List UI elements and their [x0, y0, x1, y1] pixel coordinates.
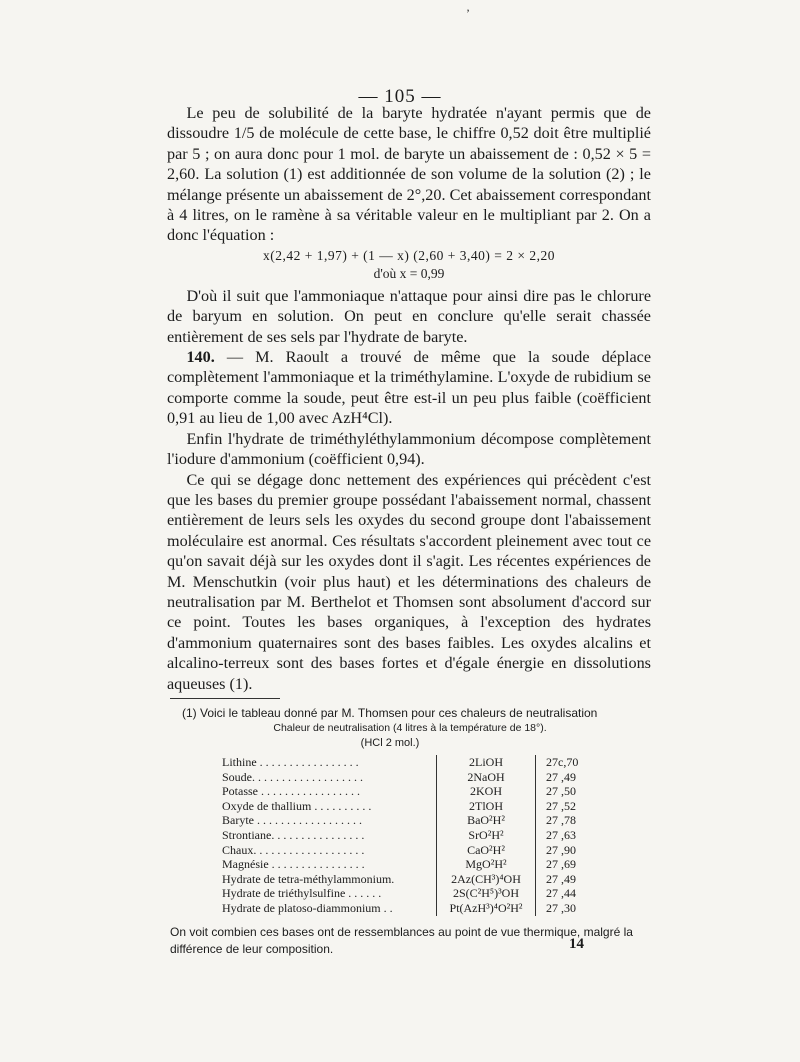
base-name: Soude. . . . . . . . . . . . . . . . . . .	[222, 769, 363, 784]
base-name: Lithine . . . . . . . . . . . . . . . . .	[222, 755, 359, 769]
table-row	[218, 886, 582, 901]
base-formula: 2S(C²H⁵)³OH	[437, 886, 536, 901]
paragraph-4: Enfin l'hydrate de triméthyléthylammonium décompose complètement l'iodure d'ammonium (coëfficient 0,94).	[167, 429, 651, 469]
base-name: Strontiane. . . . . . . . . . . . . . . .	[222, 827, 365, 842]
heat-value: 27 ,50	[546, 784, 576, 799]
table-row	[218, 813, 582, 828]
table-row	[218, 784, 582, 799]
base-name: Hydrate de platoso-diammonium . .	[222, 900, 393, 915]
footnote-intro: (1) Voici le tableau donné par M. Thomsen pour ces chaleurs de neutralisation	[182, 706, 598, 720]
base-name: Hydrate de tetra-méthylammonium.	[222, 871, 395, 886]
heat-value: 27 ,52	[546, 798, 576, 813]
heat-value: 27 ,44	[546, 886, 576, 901]
base-name: Magnésie . . . . . . . . . . . . . . . .	[222, 857, 365, 872]
equation-result: d'où x = 0,99	[373, 265, 445, 281]
table-row	[218, 755, 582, 770]
heat-value: 27 ,49	[546, 769, 576, 784]
table-row	[218, 799, 582, 814]
equation: x(2,42 + 1,97) + (1 — x) (2,60 + 3,40) = 2 × 2,20	[262, 247, 556, 263]
heat-value: 27 ,78	[546, 813, 576, 828]
base-formula: BaO²H²	[437, 813, 536, 828]
base-formula: 2NaOH	[437, 770, 536, 785]
main-text	[167, 103, 651, 694]
paragraph-1: Le peu de solubilité de la baryte hydratée n'ayant permis que de dissoudre 1/5 de molécule de cette base, le chiffre 0,52 doit être multiplié par 5 ; on aura donc pour 1 mol. de baryte un abaissement de : 0,52 × 5 = 2,60. La solution (1) est additionnée de son volume de la solution (2) ; le mélange présente un abaissement de 2°,20. Cet abaissement correspondant à 4 litres, on le ramène à sa véritable valeur en le multipliant par 2. On a donc l'équation :	[167, 104, 651, 245]
base-name: Potasse . . . . . . . . . . . . . . . . .	[222, 784, 360, 799]
footnote-hcl: (HCl 2 mol.)	[360, 737, 420, 749]
base-formula: CaO²H²	[437, 843, 536, 858]
base-formula: SrO²H²	[437, 828, 536, 843]
table-row	[218, 843, 582, 858]
base-formula: 2TlOH	[437, 799, 536, 814]
heat-value: 27 ,69	[546, 857, 576, 872]
footnote	[170, 705, 650, 958]
paragraph-5: Ce qui se dégage donc nettement des expériences qui précèdent c'est que les bases du premier groupe possédant l'abaissement normal, chassent entièrement de leurs sels les oxydes du second groupe dont l'abaissement moléculaire est anormal. Ces résultats s'accordent pleinement avec tout ce qu'on savait déjà sur les oxydes dont il s'agit. Les récentes expériences de M. Menschutkin (voir plus haut) et les déterminations des chaleurs de neutralisation par M. Berthelot et Thomsen sont absolument d'accord sur ce point. Toutes les bases organiques, à l'exception des hydrates d'ammonium quaternaires sont des bases faibles. Les oxydes alcalins et alcalino-terreux sont des bases fortes et d'égale énergie en dissolutions aqueuses (1).	[167, 470, 651, 693]
base-name: Oxyde de thallium . . . . . . . . . .	[222, 798, 372, 813]
table-row	[218, 872, 582, 887]
heat-value: 27 ,90	[546, 842, 576, 857]
paragraph-number: 140.	[186, 348, 215, 367]
base-formula: Pt(AzH³)⁴O²H²	[437, 901, 536, 916]
paragraph-2: D'où il suit que l'ammoniaque n'attaque pour ainsi dire pas le chlorure de baryum en solution. On peut en conclure qu'elle serait chassée entièrement de ses sels par l'hydrate de baryte.	[167, 286, 651, 346]
heat-value: 27 ,30	[546, 900, 576, 915]
base-formula: 2LiOH	[437, 755, 536, 770]
base-formula: MgO²H²	[437, 857, 536, 872]
footnote-subtitle: Chaleur de neutralisation (4 litres à la température de 18°).	[273, 722, 547, 734]
heat-value: 27c,70	[546, 755, 579, 769]
base-name: Baryte . . . . . . . . . . . . . . . . . .	[222, 813, 362, 828]
footnote-separator	[170, 698, 280, 699]
heat-value: 27 ,63	[546, 827, 576, 842]
footnote-closing: On voit combien ces bases ont de ressemblances au point de vue thermique, malgré la différence de leur composition.	[170, 924, 633, 956]
signature-mark: 14	[569, 936, 584, 952]
base-formula: 2KOH	[437, 784, 536, 799]
page-mark: ’	[466, 6, 470, 20]
paragraph-3-text: — M. Raoult a trouvé de même que la soude déplace complètement l'ammoniaque et la triméthylamine. L'oxyde de rubidium se comporte comme la soude, peut être est-il un peu plus faible (coëfficient 0,91 au lieu de 1,00 avec AzH⁴Cl).	[167, 348, 651, 428]
table-row	[218, 857, 582, 872]
table-row	[218, 828, 582, 843]
paragraph-3	[167, 347, 651, 429]
base-name: Chaux. . . . . . . . . . . . . . . . . . .	[222, 842, 365, 857]
neutralisation-table	[218, 755, 582, 916]
table-row	[218, 901, 582, 916]
heat-value: 27 ,49	[546, 871, 576, 886]
table-row	[218, 770, 582, 785]
base-formula: 2Az(CH³)⁴OH	[437, 872, 536, 887]
page-number: — 105 —	[358, 86, 442, 107]
base-name: Hydrate de triéthylsulfine . . . . . .	[222, 886, 382, 901]
